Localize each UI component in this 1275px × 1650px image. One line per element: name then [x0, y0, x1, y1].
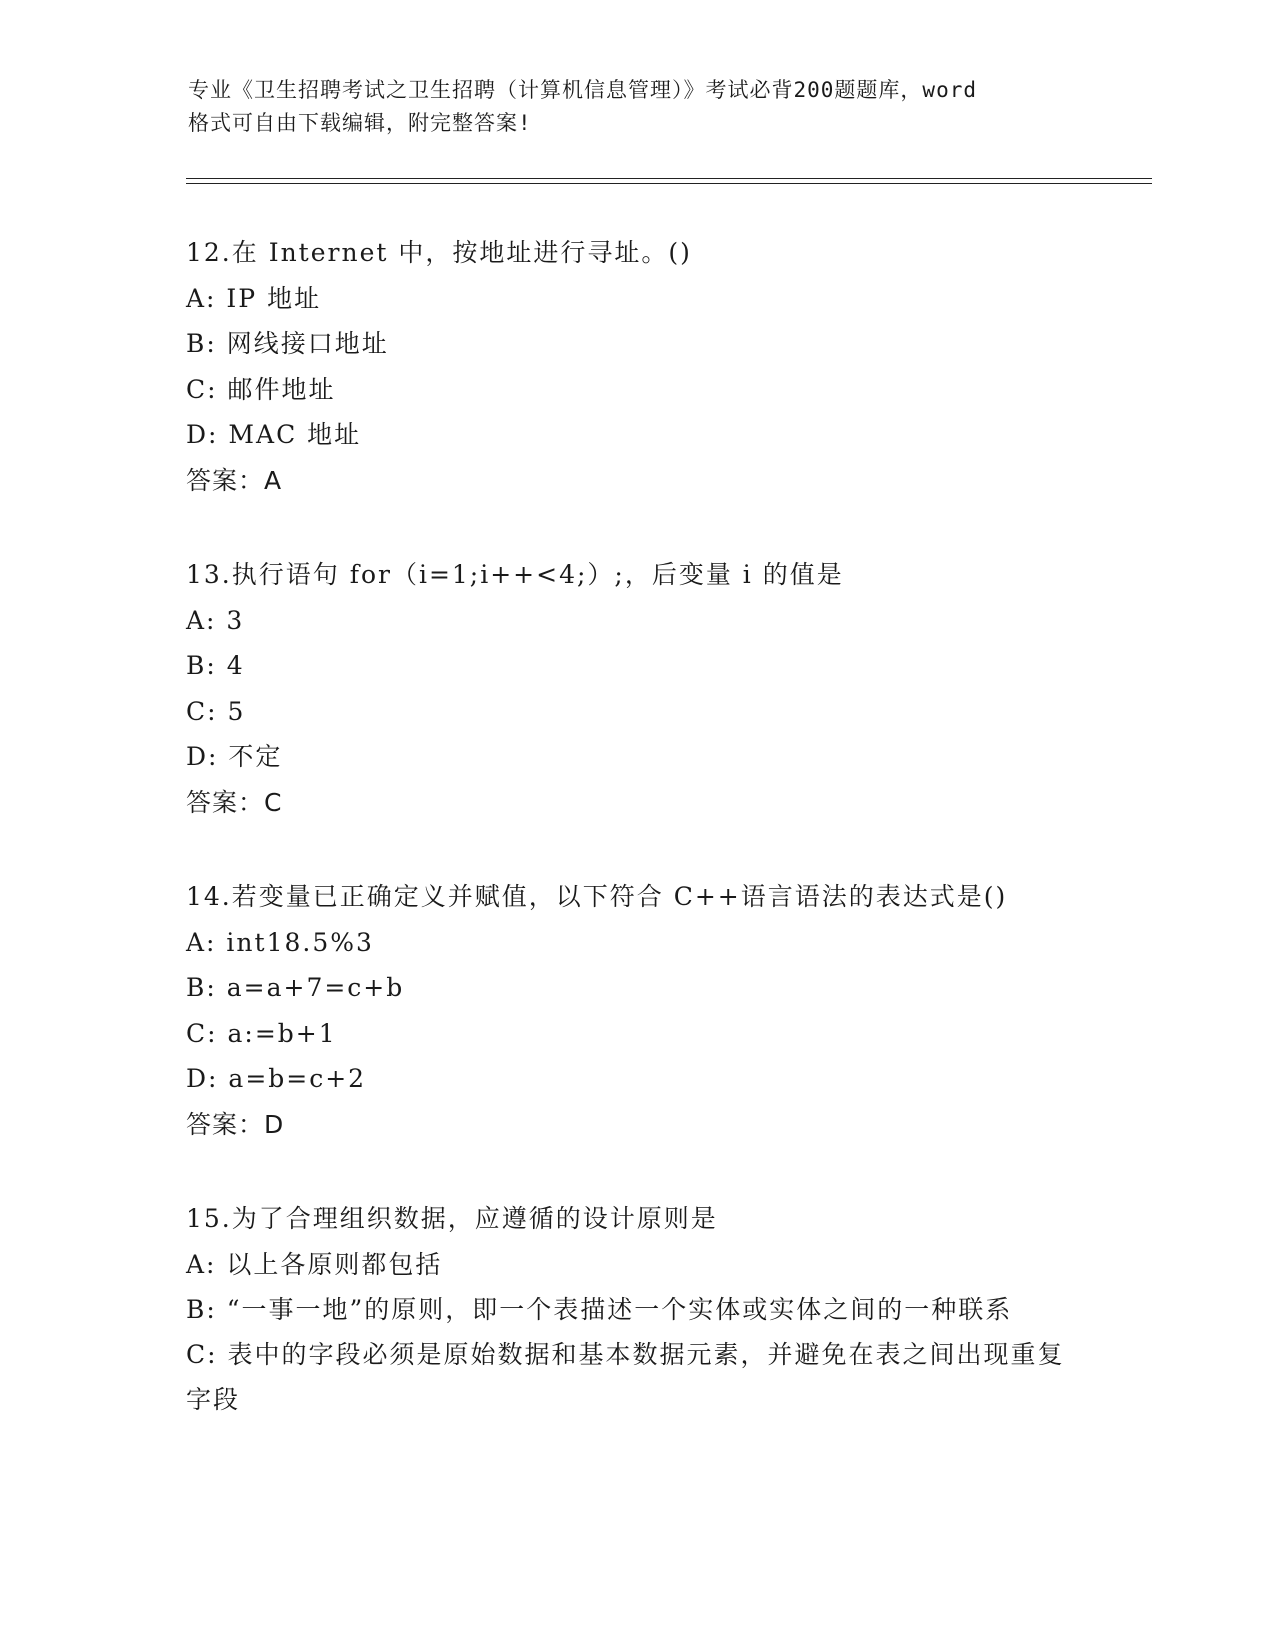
option-b: B: a=a+7=c+b [186, 973, 405, 1002]
question-13 [186, 552, 1086, 825]
option-c: C: 5 [186, 696, 246, 726]
header-divider-bottom [186, 183, 1152, 184]
answer-line: 答案：A [186, 465, 283, 495]
document-header [188, 74, 1088, 140]
question-stem: 15.为了合理组织数据，应遵循的设计原则是 [186, 1204, 718, 1233]
header-line-1: 专业《卫生招聘考试之卫生招聘（计算机信息管理）》考试必背200题题库，word [188, 78, 977, 102]
answer-line: 答案：D [186, 1109, 285, 1139]
question-stem: 12.在 Internet 中，按地址进行寻址。() [186, 238, 692, 267]
question-14 [186, 874, 1086, 1147]
option-a: A: IP 地址 [186, 283, 322, 313]
option-d: D: 不定 [186, 742, 283, 771]
header-divider-top [186, 178, 1152, 179]
option-a: A: 以上各原则都包括 [186, 1249, 443, 1279]
option-d: D: MAC 地址 [186, 420, 362, 449]
question-list [186, 230, 1086, 1422]
question-stem: 13.执行语句 for（i=1;i++<4;）;，后变量 i 的值是 [186, 560, 844, 589]
option-c: C: 表中的字段必须是原始数据和基本数据元素，并避免在表之间出现重复字段 [186, 1340, 1065, 1414]
question-stem: 14.若变量已正确定义并赋值，以下符合 C++语言语法的表达式是() [186, 882, 1008, 911]
option-a: A: 3 [186, 605, 245, 635]
option-a: A: int18.5%3 [186, 927, 374, 957]
option-b: B: 4 [186, 651, 245, 680]
answer-line: 答案：C [186, 787, 283, 817]
option-b: B: 网线接口地址 [186, 329, 389, 358]
header-line-2: 格式可自由下载编辑，附完整答案! [188, 111, 532, 135]
option-c: C: 邮件地址 [186, 374, 336, 404]
option-c: C: a:=b+1 [186, 1018, 337, 1048]
question-15 [186, 1196, 1086, 1422]
option-b: B: “一事一地”的原则，即一个表描述一个实体或实体之间的一种联系 [186, 1295, 1013, 1324]
option-d: D: a=b=c+2 [186, 1064, 367, 1093]
question-12 [186, 230, 1086, 503]
